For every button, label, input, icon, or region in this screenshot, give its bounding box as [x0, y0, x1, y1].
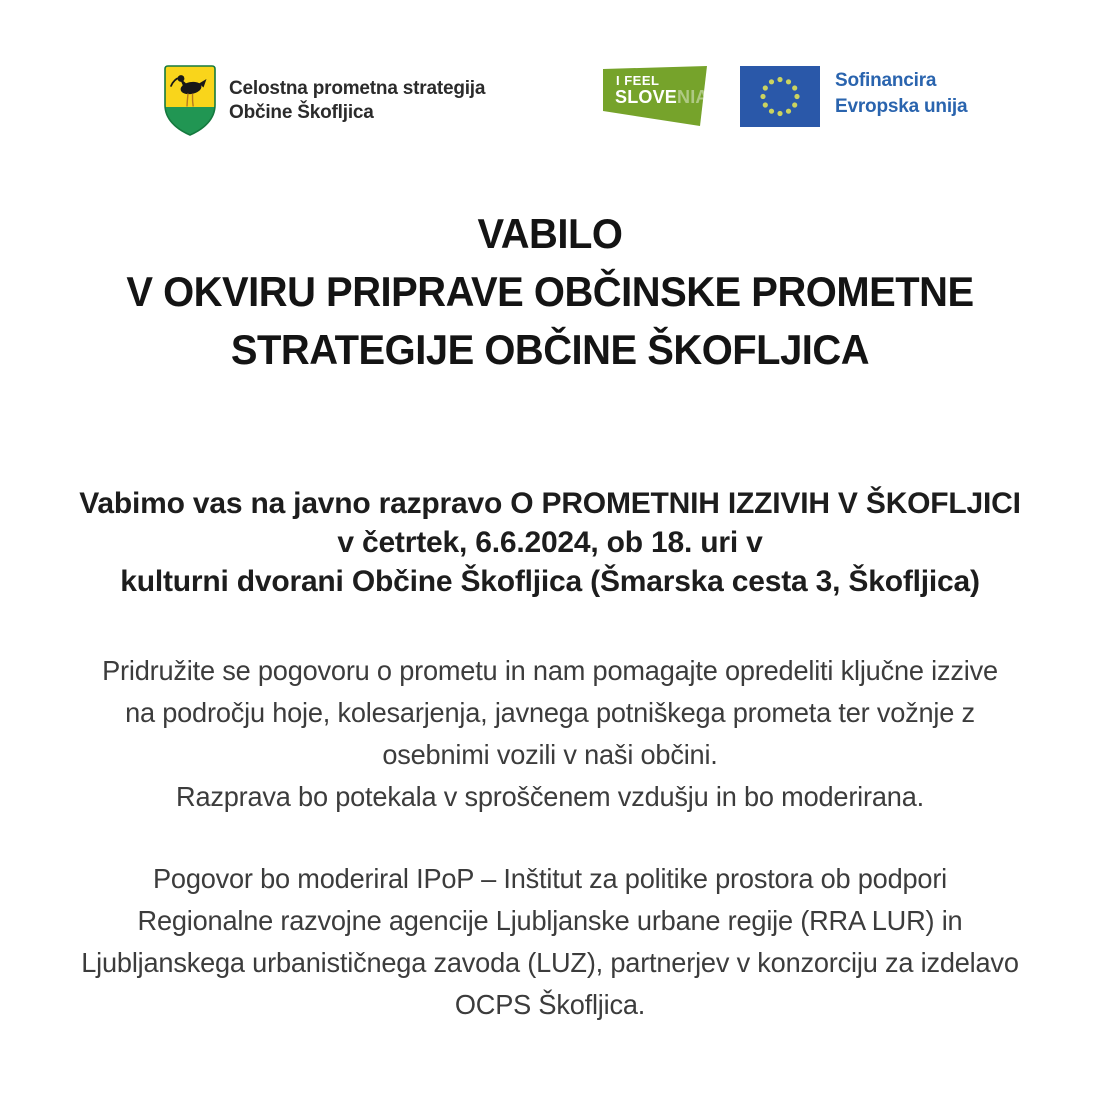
i-feel-slovenia-text-slove: SLOVE	[615, 87, 678, 107]
eu-cofinancing-label-line2: Evropska unija	[835, 96, 968, 117]
paragraph-line: na področju hoje, kolesarjenja, javnega potniškega prometa ter vožnje z	[125, 697, 975, 728]
i-feel-slovenia-text-line1: I FEEL	[616, 73, 660, 88]
municipality-logo-label-line2: Občine Škofljica	[229, 101, 374, 123]
invitation-line: v četrtek, 6.6.2024, ob 18. uri v	[337, 526, 763, 559]
paragraph-line: Razprava bo potekala v sproščenem vzdušju in bo moderirana.	[176, 781, 924, 812]
paragraph-line: Regionalne razvojne agencije Ljubljanske urbane regije (RRA LUR) in	[137, 905, 963, 936]
invitation-details	[0, 484, 1100, 601]
paragraph-line: OCPS Škofljica.	[454, 989, 646, 1020]
i-feel-slovenia-text-nia: NIA	[677, 87, 709, 107]
municipality-logo-label-line1: Celostna prometna strategija	[229, 77, 486, 99]
paragraph-line: Pridružite se pogovoru o prometu in nam pomagajte opredeliti ključne izzive	[102, 655, 998, 686]
i-feel-slovenia-text-line2	[615, 87, 709, 108]
municipality-logo-label	[229, 77, 485, 125]
eu-cofinancing-logo	[740, 66, 967, 127]
municipality-coat-of-arms-icon	[161, 64, 219, 137]
eu-cofinancing-label	[835, 68, 967, 120]
invitation-line: kulturni dvorani Občine Škofljica (Šmarska cesta 3, Škofljica)	[120, 565, 980, 598]
logo-header	[0, 0, 1100, 150]
description-paragraph	[17, 650, 1084, 818]
title-line: STRATEGIJE OBČINE ŠKOFLJICA	[230, 326, 870, 373]
paragraph-line: Ljubljanskega urbanističnega zavoda (LUZ), partnerjev v konzorciju za izdelavo	[81, 947, 1019, 978]
moderators-paragraph	[17, 858, 1084, 1026]
eu-flag-icon	[740, 66, 820, 127]
paragraph-line: Pogovor bo moderiral IPoP – Inštitut za politike prostora ob podpori	[152, 863, 948, 894]
municipality-logo	[161, 64, 485, 137]
invitation-line: Vabimo vas na javno razpravo O PROMETNIH IZZIVIH V ŠKOFLJICI	[79, 487, 1021, 520]
page-title	[28, 205, 1073, 379]
i-feel-slovenia-logo	[603, 66, 707, 126]
eu-cofinancing-label-line1: Sofinancira	[835, 70, 937, 91]
title-line: VABILO	[477, 210, 623, 257]
title-line: V OKVIRU PRIPRAVE OBČINSKE PROMETNE	[126, 268, 974, 315]
paragraph-line: osebnimi vozili v naši občini.	[382, 739, 718, 770]
